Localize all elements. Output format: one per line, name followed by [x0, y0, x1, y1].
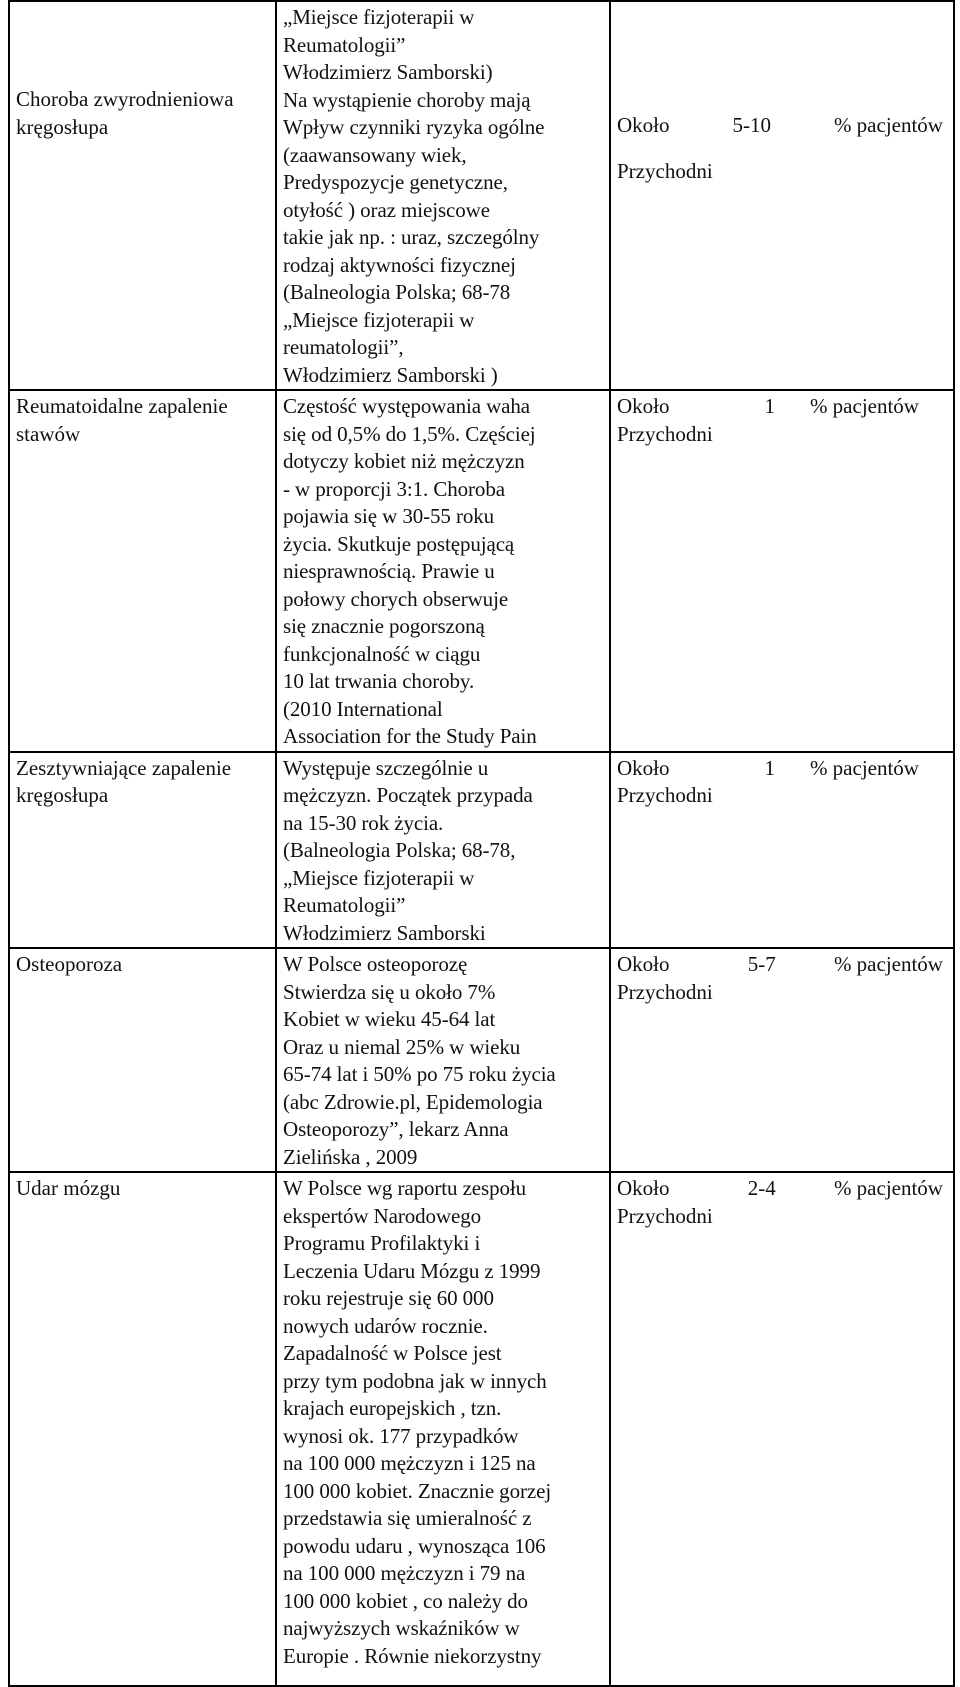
description-line: wynosi ok. 177 przypadków	[283, 1423, 519, 1448]
description-line: Osteoporozy”, lekarz Anna	[283, 1117, 509, 1141]
disease-name-line: Osteoporoza	[16, 952, 123, 976]
disease-name-line: stawów	[16, 421, 81, 446]
about-label: Około	[617, 113, 670, 137]
description-line: takie jak np. : uraz, szczególny	[283, 225, 540, 249]
description-line: się znacznie pogorszoną	[283, 614, 485, 638]
description-line: przedstawia się umieralność z	[283, 1506, 532, 1530]
about-label: Około	[617, 394, 670, 418]
description-line: Stwierdza się u około 7%	[283, 979, 496, 1004]
percentage-unit: % pacjentów	[809, 394, 919, 418]
disease-name-cell	[9, 752, 276, 949]
description-line: Oraz u niemal 25% w wieku	[283, 1034, 521, 1059]
disease-table	[8, 0, 955, 1687]
statistic-cell	[610, 948, 954, 1172]
description-line: Zielińska , 2009	[283, 1144, 418, 1169]
description-line: Europie . Równie niekorzystny	[283, 1643, 542, 1668]
description-line: 100 000 kobiet , co należy do	[283, 1588, 528, 1613]
description-cell	[276, 948, 610, 1172]
disease-name-cell	[9, 1, 276, 390]
percentage-value: 5-7	[747, 952, 776, 976]
percentage-value: 2-4	[747, 1176, 776, 1200]
description-line: się od 0,5% do 1,5%. Częściej	[283, 421, 536, 446]
description-line: Reumatologii”	[283, 32, 406, 57]
description-line: „Miejsce fizjoterapii w	[283, 865, 475, 890]
description-line: nowych udarów rocznie.	[283, 1313, 488, 1338]
description-line: - w proporcji 3:1. Choroba	[283, 476, 505, 501]
description-cell	[276, 1, 610, 390]
description-cell	[276, 390, 610, 752]
description-line: (Balneologia Polska; 68-78,	[283, 838, 516, 862]
statistic-line	[617, 951, 943, 979]
disease-name-cell	[9, 948, 276, 1172]
description-line: Zapadalność w Polsce jest	[283, 1341, 502, 1365]
percentage-unit: % pacjentów	[833, 952, 943, 976]
about-label: Około	[617, 1176, 670, 1200]
description-line: Włodzimierz Samborski	[283, 920, 486, 945]
description-line: (zaawansowany wiek,	[283, 142, 467, 167]
description-line: W Polsce wg raportu zespołu	[283, 1176, 527, 1200]
description-line: najwyższych wskaźników w	[283, 1616, 520, 1640]
percentage-value: 1	[764, 755, 775, 780]
description-line: Association for the Study Pain	[283, 724, 537, 748]
description-line: przy tym podobna jak w innych	[283, 1368, 547, 1393]
description-line: powodu udaru , wynosząca 106	[283, 1533, 546, 1558]
disease-name-line: kręgosłupa	[16, 114, 109, 139]
description-line: (2010 International	[283, 696, 443, 721]
description-line: Predyspozycje genetyczne,	[283, 170, 508, 194]
percentage-value: 1	[764, 394, 775, 418]
about-label: Około	[617, 755, 670, 780]
percentage-unit: % pacjentów	[809, 755, 919, 780]
table-row	[9, 1, 954, 390]
description-line: otyłość ) oraz miejscowe	[283, 197, 490, 222]
source-label: Przychodni	[617, 1203, 713, 1228]
description-line: mężczyzn. Początek przypada	[283, 783, 533, 807]
description-line: ekspertów Narodowego	[283, 1203, 482, 1228]
description-line: połowy chorych obserwuje	[283, 586, 509, 611]
table-row	[9, 390, 954, 752]
description-line: reumatologii”,	[283, 335, 404, 359]
description-line: 100 000 kobiet. Znacznie gorzej	[283, 1478, 552, 1503]
description-line: rodzaj aktywności fizycznej	[283, 252, 516, 277]
description-line: życia. Skutkuje postępującą	[283, 531, 515, 556]
statistic-line	[617, 112, 943, 140]
disease-name-line: Choroba zwyrodnieniowa	[16, 87, 234, 111]
source-label: Przychodni	[617, 421, 713, 446]
disease-name-cell	[9, 390, 276, 752]
description-line: Częstość występowania waha	[283, 394, 530, 418]
description-line: na 100 000 mężczyzn i 125 na	[283, 1451, 536, 1475]
description-line: Włodzimierz Samborski )	[283, 362, 498, 387]
disease-name-line: Udar mózgu	[16, 1176, 121, 1200]
description-line: (abc Zdrowie.pl, Epidemologia	[283, 1089, 543, 1114]
statistic-cell	[610, 1, 954, 390]
description-line: Reumatologii”	[283, 893, 406, 917]
table-row	[9, 1172, 954, 1686]
description-cell	[276, 1172, 610, 1686]
disease-name-line: kręgosłupa	[16, 783, 109, 807]
description-line: krajach europejskich , tzn.	[283, 1396, 502, 1420]
description-line: „Miejsce fizjoterapii w	[283, 5, 475, 29]
disease-name-line: Reumatoidalne zapalenie	[16, 394, 228, 418]
description-line: Włodzimierz Samborski)	[283, 60, 493, 84]
document-page	[8, 0, 953, 1687]
description-line: (Balneologia Polska; 68-78	[283, 280, 511, 304]
statistic-line	[617, 393, 943, 421]
statistic-line	[617, 1175, 943, 1203]
description-line: „Miejsce fizjoterapii w	[283, 307, 475, 332]
about-label: Około	[617, 952, 670, 976]
percentage-unit: % pacjentów	[833, 1176, 943, 1200]
description-line: Wpływ czynniki ryzyka ogólne	[283, 115, 545, 139]
description-line: funkcjonalność w ciągu	[283, 641, 481, 666]
description-line: niesprawnością. Prawie u	[283, 559, 495, 583]
description-line: W Polsce osteoporozę	[283, 952, 468, 976]
description-line: Występuje szczególnie u	[283, 755, 489, 780]
description-line: Leczenia Udaru Mózgu z 1999	[283, 1258, 541, 1283]
description-cell	[276, 752, 610, 949]
description-line: Na wystąpienie choroby mają	[283, 87, 531, 112]
description-line: roku rejestruje się 60 000	[283, 1286, 494, 1310]
disease-name-cell	[9, 1172, 276, 1686]
description-line: dotyczy kobiet niż mężczyzn	[283, 449, 525, 473]
statistic-cell	[610, 390, 954, 752]
table-row	[9, 948, 954, 1172]
description-line: Kobiet w wieku 45-64 lat	[283, 1007, 496, 1031]
source-label: Przychodni	[617, 783, 713, 807]
percentage-value: 5-10	[732, 113, 771, 137]
source-label: Przychodni	[617, 979, 713, 1004]
statistic-cell	[610, 1172, 954, 1686]
description-line: 65-74 lat i 50% po 75 roku życia	[283, 1062, 556, 1086]
description-line: 10 lat trwania choroby.	[283, 669, 475, 693]
description-line: pojawia się w 30-55 roku	[283, 504, 495, 528]
description-line: na 100 000 mężczyzn i 79 na	[283, 1561, 526, 1585]
percentage-unit: % pacjentów	[833, 113, 943, 137]
statistic-cell	[610, 752, 954, 949]
source-label: Przychodni	[617, 158, 713, 183]
table-row	[9, 752, 954, 949]
description-line: Programu Profilaktyki i	[283, 1231, 481, 1255]
statistic-line	[617, 755, 943, 783]
description-line: na 15-30 rok życia.	[283, 810, 444, 835]
disease-name-line: Zesztywniające zapalenie	[16, 755, 232, 780]
